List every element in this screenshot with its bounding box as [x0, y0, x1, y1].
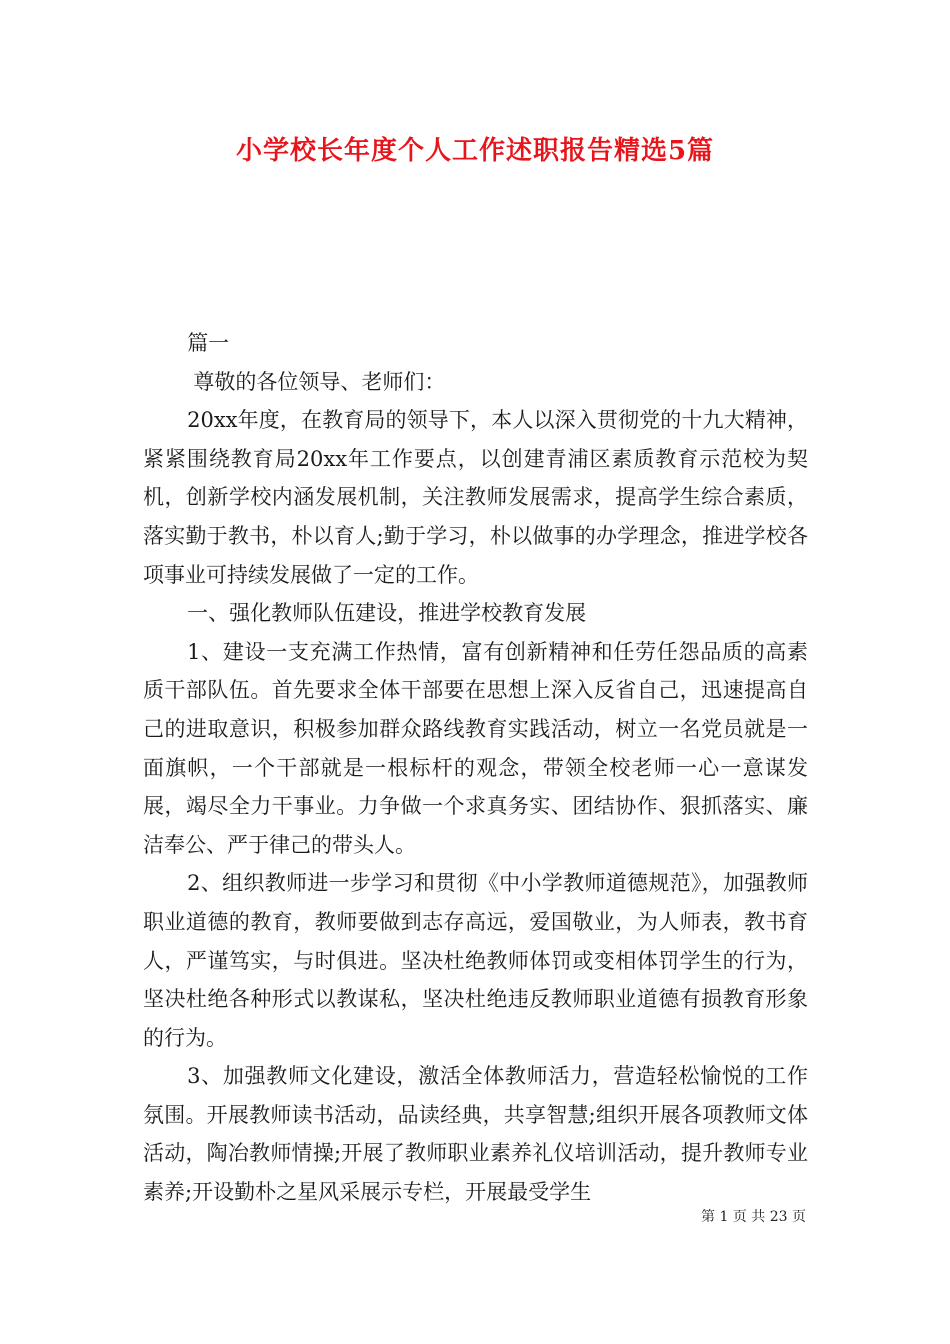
document-body: [143, 324, 808, 1212]
greeting: 尊敬的各位领导、老师们：: [193, 369, 446, 394]
paragraph: 2、组织教师进一步学习和贯彻《中小学教师道德规范》，加强教师职业道德的教育，教师要做到志存高远，爱国敬业，为人师表，教书育人，严谨笃实，与时俱进。坚决杜绝教师体罚或变相体罚学生的行为，坚决杜绝各种形式以教谋私，坚决杜绝违反教师职业道德有损教育形象的行为。: [143, 871, 808, 1050]
document-title: 小学校长年度个人工作述职报告精选5篇: [235, 136, 715, 166]
paragraph: 20xx年度，在教育局的领导下，本人以深入贯彻党的十九大精神，紧紧围绕教育局20xx年工作要点，以创建青浦区素质教育示范校为契机，创新学校内涵发展机制，关注教师发展需求，提高学生综合素质，落实勤于教书，朴以育人;勤于学习，朴以做事的办学理念，推进学校各项事业可持续发展做了一定的工作。: [143, 408, 808, 587]
paragraph: 3、加强教师文化建设，激活全体教师活力，营造轻松愉悦的工作氛围。开展教师读书活动，品读经典，共享智慧;组织开展各项教师文体活动，陶冶教师情操;开展了教师职业素养礼仪培训活动，提升教师专业素养;开设勤朴之星风采展示专栏，开展最受学生: [143, 1064, 808, 1205]
page-number-footer: 第 1 页 共 23 页: [701, 1209, 806, 1225]
section-label: 篇一: [187, 331, 230, 355]
section-heading: 一、强化教师队伍建设，推进学校教育发展: [187, 601, 587, 626]
paragraph: 1、建设一支充满工作热情，富有创新精神和任劳任怨品质的高素质干部队伍。首先要求全体干部要在思想上深入反省自己，迅速提高自己的进取意识，积极参加群众路线教育实践活动，树立一名党员就是一面旗帜，一个干部就是一根标杆的观念，带领全校老师一心一意谋发展，竭尽全力干事业。力争做一个求真务实、团结协作、狠抓落实、廉洁奉公、严于律己的带头人。: [143, 639, 808, 857]
